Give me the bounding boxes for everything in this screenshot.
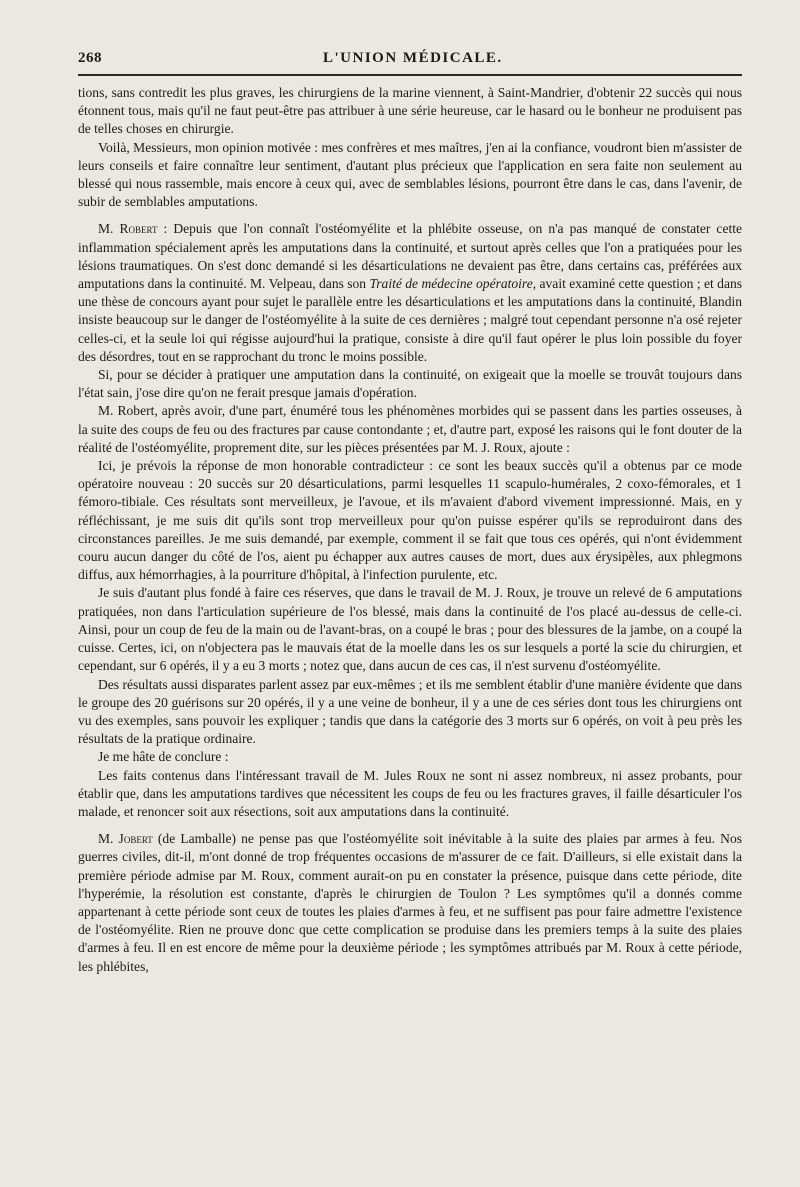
paragraph-spacer [78, 211, 742, 220]
article-body [78, 84, 742, 976]
speaker-name: M. Jobert [98, 831, 153, 847]
paragraph-3 [78, 220, 742, 366]
paragraph-text-after: avait examiné cette question ; et dans une thèse de concours ayant pour sujet le parallèle entre les désarticulations et les amputations dans la continuité, Blandin insiste beaucoup sur le danger de l'ostéomyélite à la suite de ces dernières ; malgré tout cependant personne n'a osé rejeter celles-ci, et la seule loi qui régisse aujourd'hui la pratique, consiste à dire qu'il faut opérer le plus loin possible du foyer des désordres, tout en se rapprochant du tronc le moins possible. [78, 276, 743, 364]
running-head [78, 42, 750, 70]
paragraph-5: M. Robert, après avoir, d'une part, énuméré tous les phénomènes morbides qui se passent dans les parties osseuses, à la suite des coups de feu ou des fractures par cause contondante ; et, d'autre part, exposé les raisons qui le font douter de la réalité de l'ostéomyélite, proprement dite, sur les pièces présentées par M. J. Roux, ajoute : [78, 403, 742, 455]
speaker-name: M. Robert : [98, 221, 168, 237]
paragraph-text: Depuis que l'on connaît l'ostéomyélite et la phlébite osseuse, on n'a pas manqué de constater cette inflammation spécialement après les amputations dans la continuité, et surtout après celles que l'on a pratiquées pour les lésions traumatiques. On s'est donc demandé si les désarticulations ne devaient pas être, dans certains cas, préférées aux amputations dans la continuité. M. Velpeau, dans son [78, 221, 742, 292]
paragraph-text: (de Lamballe) ne pense pas que l'ostéomyélite soit inévitable à la suite des plaies par armes à feu. Nos guerres civiles, dit-il, m'ont donné de trop fréquentes occasions de m'assurer de ce fait. D'ailleurs, si elle existait dans la première période admise par M. Roux, comment aurait-on pu en constater la présence, puisque dans cette période, dite l'hyperémie, la résolution est constante, d'après le chirurgien de Toulon ? Les symptômes qu'il a donnés comme appartenant à cette période sont ceux de toutes les plaies d'armes à feu, et ne suffisent pas pour faire admettre l'existence de l'ostéomyélite. Rien ne prouve donc que cette complication se produise dans les premiers temps à la suite des plaies d'armes à feu. Il en est encore de même pour la deuxième période ; les symptômes attribués par M. Roux à cette période, les phlébites, [78, 831, 742, 974]
paragraph-10: Les faits contenus dans l'intéressant travail de M. Jules Roux ne sont ni assez nombreux, ni assez probants, pour établir que, dans les amputations tardives que nécessitent les coups de feu ou les fractures graves, il faille désarticuler l'os malade, et renoncer soit aux résections, soit aux amputations dans la continuité. [78, 767, 742, 819]
paragraph-spacer [78, 821, 742, 830]
paragraph-8: Des résultats aussi disparates parlent assez par eux-mêmes ; et ils me semblent établir d'une manière évidente que dans le groupe des 20 guérisons sur 20 opérés, il y a une veine de bonheur, il y a une de ces séries dont tous les chirurgiens ont vu des exemples, sans pouvoir les expliquer ; tandis que dans la catégorie des 3 morts sur 6 opérés, on voit à peu près les résultats de la pratique ordinaire. [78, 676, 742, 747]
journal-title: L'UNION MÉDICALE. [323, 50, 503, 66]
header-rule [78, 74, 742, 76]
paragraph-2: Voilà, Messieurs, mon opinion motivée : mes confrères et mes maîtres, j'en ai la confiance, voudront bien m'assister de leurs conseils et faire connaître leur sentiment, d'autant plus précieux que l'application en sera faite non seulement au blessé qui nous rassemble, mais encore à ceux qui, avec de semblables lésions, pourront être dans le cas, dans l'avenir, de subir de semblables amputations. [78, 139, 742, 210]
page-number: 268 [78, 50, 102, 66]
paragraph-7: Je suis d'autant plus fondé à faire ces réserves, que dans le travail de M. J. Roux, je trouve un relevé de 6 amputations pratiquées, non dans l'articulation supérieure de l'os blessé, mais dans la continuité de l'os placé au-dessus de celle-ci. Ainsi, pour un coup de feu de la main ou de l'avant-bras, on a coupé le bras ; pour des blessures de la jambe, on a coupé la cuisse. Certes, ici, on n'objectera pas le mauvais état de la moelle dans les os sur lesquels a porté la scie du chirurgien, et cependant, sur 6 opérés, il y a eu 3 morts ; notez que, dans aucun de ces cas, il n'est survenu d'ostéomyélite. [78, 585, 742, 674]
paragraph-6: Ici, je prévois la réponse de mon honorable contradicteur : ce sont les beaux succès qu'il a obtenus par ce mode opératoire nouveau : 20 succès sur 20 désarticulations, parmi lesquelles 11 scapulo-humérales, 2 coxo-fémorales, et 1 fémoro-tibiale. Ces résultats sont merveilleux, je l'avoue, et ils m'avaient d'abord vivement impressionné. Mais, en y réfléchissant, je me suis dit qu'ils sont trop merveilleux pour qu'on puisse espérer qu'ils se reproduiront dans des circonstances pareilles. Je me suis demandé, par exemple, comment il se fait que tous ces opérés, qui n'ont évidemment couru aucun danger du côté de l'os, aient pu échapper aux autres causes de mort, dues aux érysipèles, aux phlegmons diffus, aux hémorrhagies, à la pourriture d'hôpital, à l'infection purulente, etc. [78, 458, 742, 583]
paragraph-4: Si, pour se décider à pratiquer une amputation dans la continuité, on exigeait que la moelle se trouvât toujours dans l'état sain, j'ose dire qu'on ne ferait presque jamais d'opération. [78, 367, 742, 401]
paragraph-11 [78, 830, 742, 976]
paragraph-1: tions, sans contredit les plus graves, les chirurgiens de la marine viennent, à Saint-Mandrier, d'obtenir 22 succès qui nous étonnent tous, mais qu'il ne faut peut-être pas attribuer à une série heureuse, car le hasard ou le bonheur ne produisent pas de telles choses en chirurgie. [78, 85, 742, 137]
paragraph-9: Je me hâte de conclure : [98, 749, 229, 765]
book-title: Traité de médecine opératoire, [369, 276, 537, 292]
